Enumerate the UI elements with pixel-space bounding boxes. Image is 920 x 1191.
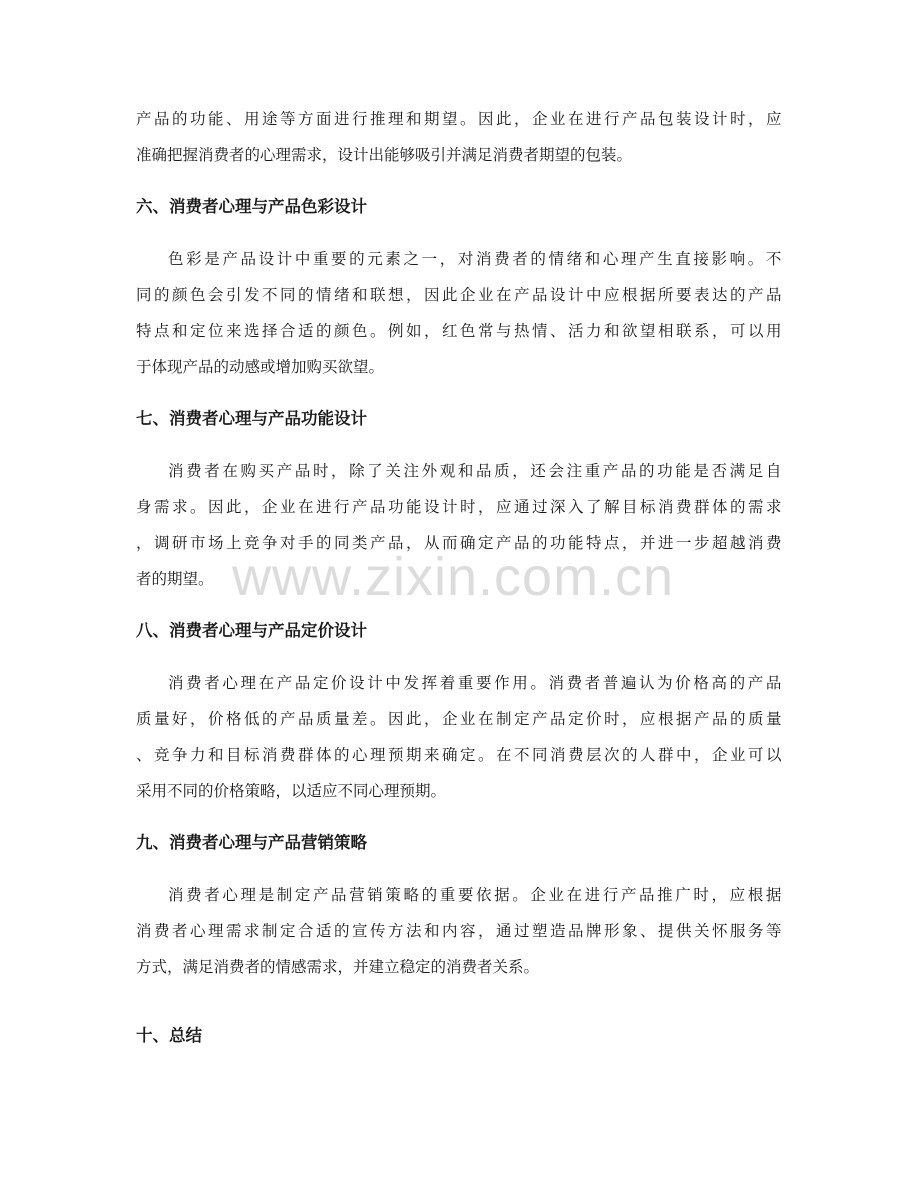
section-heading: 十、总结 (136, 1026, 202, 1045)
paragraph-line-text: 消费者心理在产品定价设计中发挥着重要作用。消费者普遍认为价格高的产品 (168, 674, 784, 692)
section-heading: 八、消费者心理与产品定价设计 (136, 621, 367, 640)
paragraph-line-text: 色彩是产品设计中重要的元素之一，对消费者的情绪和心理产生直接影响。不 (168, 250, 784, 268)
paragraph-line-text: 者的期望。 (136, 570, 214, 588)
section-heading: 七、消费者心理与产品功能设计 (136, 409, 367, 428)
paragraph-line-text: 采用不同的价格策略，以适应不同心理预期。 (136, 782, 447, 800)
paragraph-line-text: 同的颜色会引发不同的情绪和联想，因此企业在产品设计中应根据所要表达的产品 (136, 286, 784, 304)
paragraph-line-text: 产品的功能、用途等方面进行推理和期望。因此，企业在进行产品包装设计时，应 (136, 110, 784, 128)
section-heading: 九、消费者心理与产品营销策略 (136, 833, 367, 852)
paragraph-line-text: 于体现产品的动感或增加购买欲望。 (136, 358, 385, 376)
paragraph-line-text: 、竞争力和目标消费群体的心理预期来确定。在不同消费层次的人群中，企业可以 (136, 746, 784, 764)
paragraph-line-text: 消费者心理需求制定合适的宣传方法和内容，通过塑造品牌形象、提供关怀服务等 (136, 922, 784, 940)
paragraph-line-text: 身需求。因此，企业在进行产品功能设计时，应通过深入了解目标消费群体的需求 (136, 498, 784, 516)
paragraph-line-text: 质量好，价格低的产品质量差。因此，企业在制定产品定价时，应根据产品的质量 (136, 710, 784, 728)
paragraph-line-text: 准确把握消费者的心理需求，设计出能够吸引并满足消费者期望的包装。 (136, 146, 633, 164)
watermark: www.zixin.com.cn (232, 547, 675, 607)
paragraph-line-text: 消费者在购买产品时，除了关注外观和品质，还会注重产品的功能是否满足自 (168, 462, 784, 480)
paragraph-line-text: ，调研市场上竞争对手的同类产品，从而确定产品的功能特点，并进一步超越消费 (136, 534, 784, 552)
section-heading: 六、消费者心理与产品色彩设计 (136, 197, 367, 216)
paragraph-line-text: 消费者心理是制定产品营销策略的重要依据。企业在进行产品推广时，应根据 (168, 886, 784, 904)
paragraph-line-text: 特点和定位来选择合适的颜色。例如，红色常与热情、活力和欲望相联系，可以用 (136, 322, 784, 340)
paragraph-line-text: 方式，满足消费者的情感需求，并建立稳定的消费者关系。 (136, 958, 540, 976)
